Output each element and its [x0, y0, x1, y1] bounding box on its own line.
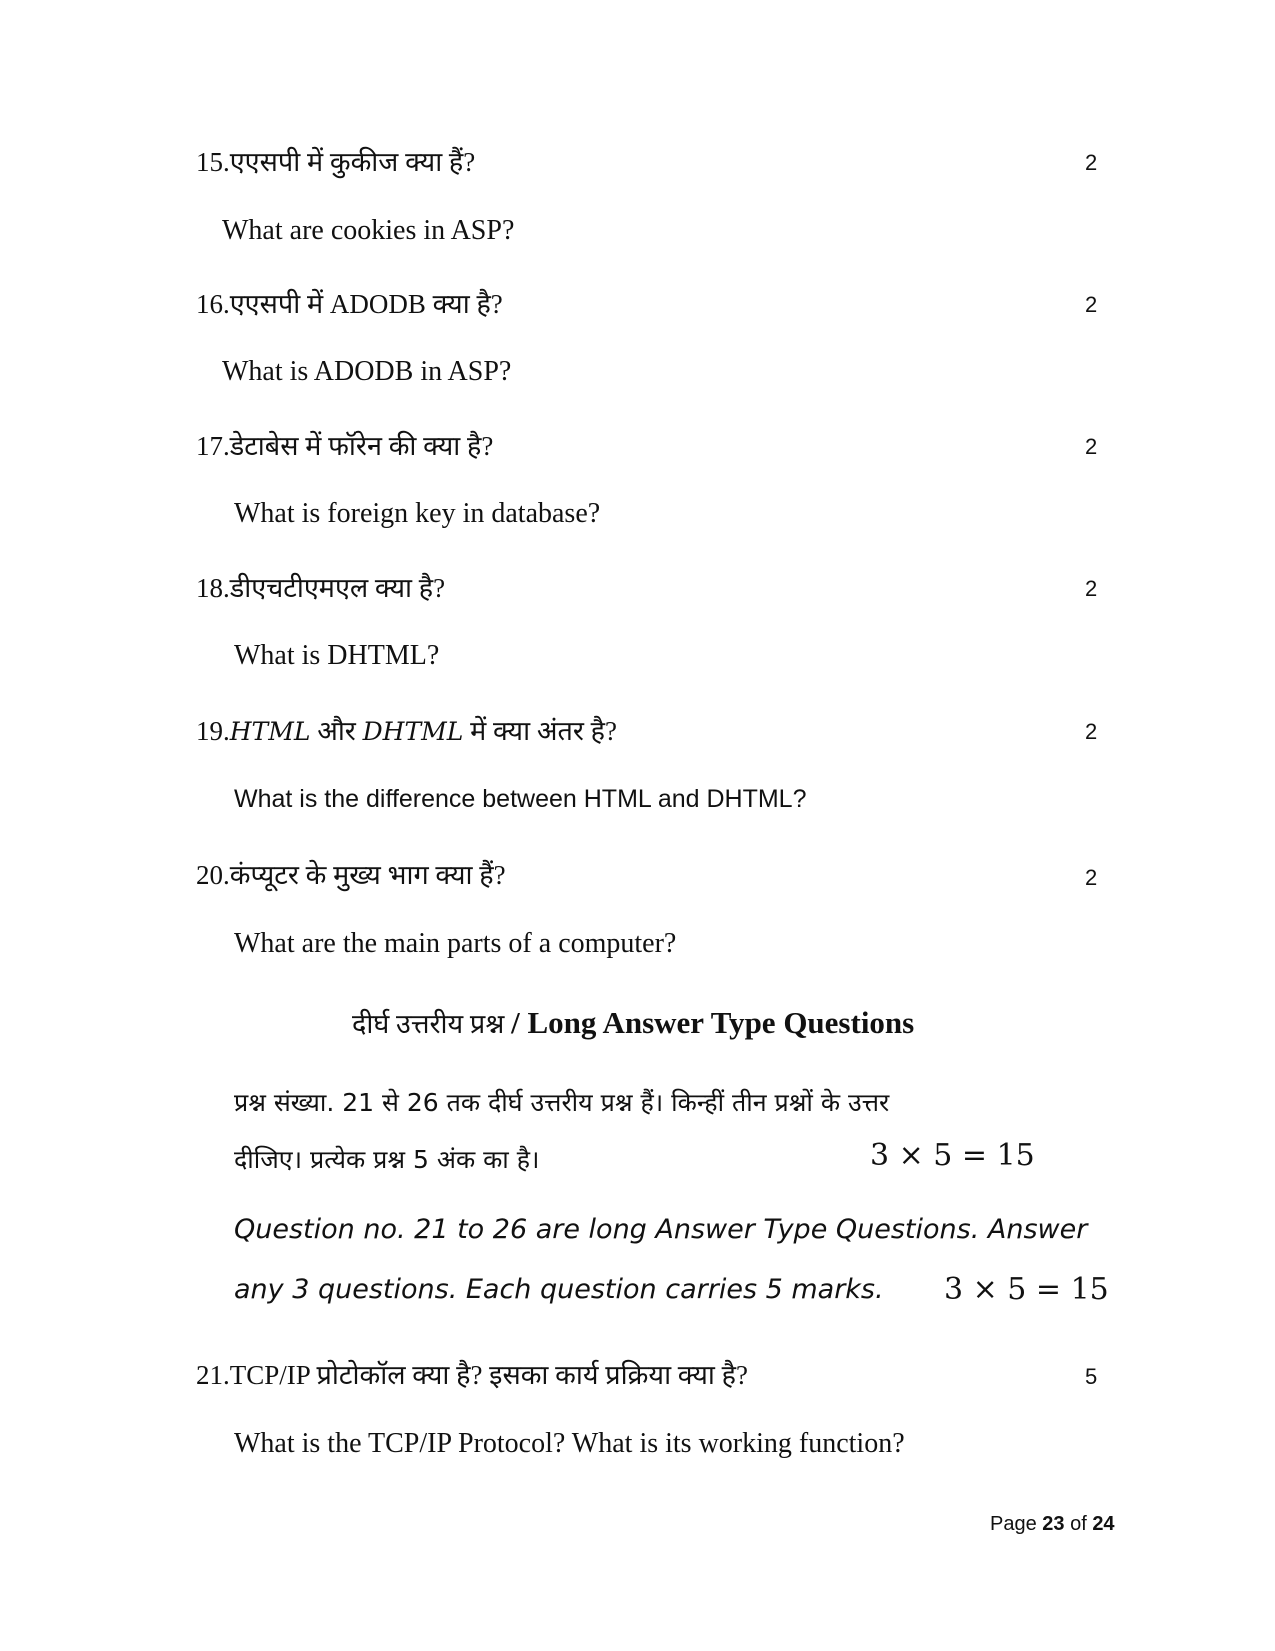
footer-prefix: Page: [990, 1513, 1043, 1535]
question-text-end: में क्या अंतर है?: [463, 716, 617, 746]
question-18-hindi: [196, 568, 445, 605]
question-text-hindi: एएसपी में ADODB क्या है?: [229, 289, 503, 319]
section-heading: [352, 1004, 914, 1041]
instruction-english-line-1: Question no. 21 to 26 are long Answer Type Questions. Answer: [234, 1214, 1088, 1245]
question-19-marks: 2: [1085, 719, 1098, 744]
question-20-marks: 2: [1085, 865, 1098, 890]
footer-middle: of: [1064, 1513, 1093, 1535]
question-number: 16.: [196, 289, 230, 319]
question-text-hindi: डेटाबेस में फॉरेन की क्या है?: [229, 431, 494, 461]
question-number: 15.: [196, 147, 230, 177]
question-number: 20.: [196, 860, 230, 890]
section-heading-hindi: दीर्घ उत्तरीय प्रश्न: [352, 1009, 512, 1039]
question-21-english: What is the TCP/IP Protocol? What is its working function?: [234, 1428, 905, 1459]
math-dhtml: DHTML: [362, 717, 464, 746]
question-21-hindi: [196, 1355, 748, 1392]
question-18-english: What is DHTML?: [234, 640, 440, 671]
question-16-marks: 2: [1085, 292, 1098, 317]
instruction-english-line-2: any 3 questions. Each question carries 5 marks.: [234, 1274, 884, 1305]
question-text-hindi: डीएचटीएमएल क्या है?: [229, 573, 446, 603]
instruction-hindi-line-1: प्रश्न संख्या. 21 से 26 तक दीर्घ उत्तरीय प्रश्न हैं। किन्हीं तीन प्रश्नों के उत्तर: [234, 1088, 890, 1117]
math-html: HTML: [229, 717, 311, 746]
question-16-english: What is ADODB in ASP?: [222, 356, 512, 387]
question-15-english: What are cookies in ASP?: [222, 215, 515, 246]
question-number: 21.: [196, 1360, 230, 1390]
question-number: 17.: [196, 431, 230, 461]
question-text-hindi: कंप्यूटर के मुख्य भाग क्या हैं?: [229, 860, 506, 890]
question-17-hindi: [196, 426, 493, 463]
question-20-english: What are the main parts of a computer?: [234, 928, 677, 959]
question-15-marks: 2: [1085, 150, 1098, 175]
question-21-marks: 5: [1085, 1364, 1098, 1389]
question-19-hindi: [196, 711, 617, 748]
formula-hindi: 3 × 5 = 15: [870, 1138, 1035, 1173]
question-20-hindi: [196, 855, 506, 892]
section-heading-english: / Long Answer Type Questions: [511, 1005, 915, 1040]
question-17-english: What is foreign key in database?: [234, 498, 601, 529]
question-text-mid: और: [310, 716, 363, 746]
question-number: 19.: [196, 716, 230, 746]
page-footer: [990, 1513, 1115, 1536]
footer-total-pages: 24: [1092, 1513, 1115, 1535]
question-15-hindi: [196, 142, 475, 179]
footer-current-page: 23: [1042, 1513, 1065, 1535]
question-16-hindi: [196, 284, 503, 321]
question-19-english: What is the difference between HTML and DHTML?: [234, 785, 807, 813]
question-text-hindi: TCP/IP प्रोटोकॉल क्या है? इसका कार्य प्रक्रिया क्या है?: [229, 1360, 748, 1390]
instruction-hindi-line-2: दीजिए। प्रत्येक प्रश्न 5 अंक का है।: [234, 1145, 540, 1174]
question-number: 18.: [196, 573, 230, 603]
formula-english: 3 × 5 = 15: [944, 1272, 1109, 1307]
question-text-hindi: एएसपी में कुकीज क्या हैं?: [229, 147, 476, 177]
question-17-marks: 2: [1085, 434, 1098, 459]
question-18-marks: 2: [1085, 576, 1098, 601]
